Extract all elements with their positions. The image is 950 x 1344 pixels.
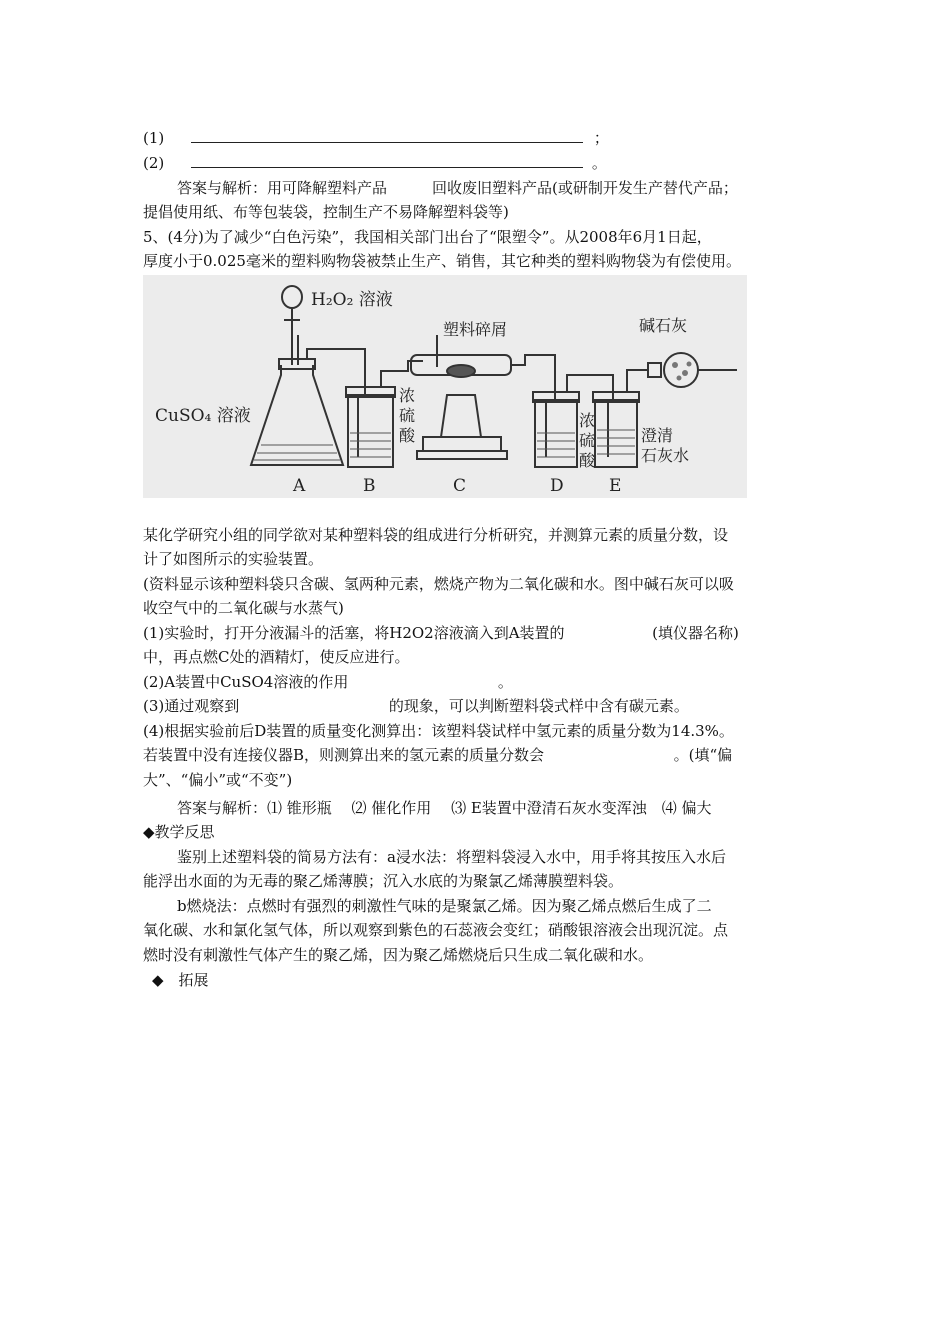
label-limewater-1: 澄清 [641,426,674,445]
reflection-line-3: b燃烧法：点燃时有强烈的刺激性气味的是聚氯乙烯。因为聚乙烯点燃后生成了二 [177,897,712,915]
label-plastic: 塑料碎屑 [443,320,508,339]
sub-question-4-line-2 [143,744,732,766]
alcohol-lamp [441,395,481,437]
question-line-2 [143,152,607,174]
funnel-bulb [282,286,302,308]
sub-question-4-tail: 。(填“偏 [673,746,733,764]
body-p2-line-2: 收空气中的二氧化碳与水蒸气) [143,599,344,617]
sub-question-3 [143,695,689,717]
answer-blank[interactable] [191,167,583,168]
letter-d: D [550,476,564,496]
section-reflection-heading: ◆教学反思 [143,823,215,841]
sub-question-2 [143,671,513,693]
label-h2o2: H₂O₂ 溶液 [311,290,393,310]
label-acid-b-1: 浓 [399,386,416,405]
conical-flask-a [251,365,343,465]
question-line-1 [143,127,609,149]
answer-1-line-2: 提倡使用纸、布等包装袋，控制生产不易降解塑料袋等) [143,203,509,221]
sub-question-4-line-3: 大”、“偏小”或“不变”) [143,771,293,789]
line-end-punct: 。 [591,154,607,172]
label-acid-b-2: 硫 [399,406,416,425]
line-number: (1) [143,129,165,147]
reflection-line-5: 燃时没有刺激性气体产生的聚乙烯，因为聚乙烯燃烧后只生成二氧化碳和水。 [143,946,654,964]
sub-question-3-tail: 的现象，可以判断塑料袋式样中含有碳元素。 [388,697,689,715]
line-end-punct: ； [593,129,609,147]
answer-5: 答案与解析：⑴ 锥形瓶 ⑵ 催化作用 ⑶ E装置中澄清石灰水变浑浊 ⑷ 偏大 [177,799,712,817]
label-acid-d-1: 浓 [579,411,596,430]
question-5-line-2: 厚度小于0.025毫米的塑料购物袋被禁止生产、销售，其它种类的塑料购物袋为有偿使用。 [143,252,741,270]
label-acid-b-3: 酸 [399,426,416,445]
letter-c: C [453,476,467,496]
sub-question-2-tail: 。 [497,673,513,691]
answer-1-line-1: 答案与解析：用可降解塑料产品 回收废旧塑料产品(或研制开发生产替代产品； [177,179,738,197]
line-number: (2) [143,154,165,172]
sub-question-3-text: (3)通过观察到 [143,697,240,715]
sub-question-4-line-1: (4)根据实验前后D装置的质量变化测算出：该塑料袋试样中氢元素的质量分数为14.3%。 [143,722,734,740]
drying-tube [664,353,698,387]
reflection-line-1: 鉴别上述塑料袋的简易方法有：a浸水法：将塑料袋浸入水中，用手将其按压入水后 [177,848,726,866]
body-p1-line-2: 计了如图所示的实验装置。 [143,550,324,568]
apparatus-figure [143,275,747,498]
label-cuso4: CuSO₄ 溶液 [155,406,251,426]
section-extension-heading: ◆ 拓展 [152,971,209,989]
answer-blank[interactable] [191,142,583,143]
reflection-line-4: 氧化碳、水和氯化氢气体，所以观察到紫色的石蕊液会变红；硝酸银溶液会出现沉淀。点 [143,921,729,939]
letter-a: A [293,476,306,496]
sub-question-1-line-1 [143,622,739,644]
sub-question-1-text: (1)实验时，打开分液漏斗的活塞，将H2O2溶液滴入到A装置的 [143,624,565,642]
letter-e: E [609,476,622,496]
body-p1-line-1: 某化学研究小组的同学欲对某种塑料袋的组成进行分析研究，并测算元素的质量分数，设 [143,526,729,544]
apparatus-diagram [143,275,747,498]
letter-b: B [363,476,376,496]
label-limewater-2: 石灰水 [641,446,690,465]
sub-question-2-text: (2)A装置中CuSO4溶液的作用 [143,673,349,691]
question-5-line-1: 5、(4分)为了减少“白色污染”，我国相关部门出台了“限塑令”。从2008年6月1日起， [143,228,712,246]
reflection-line-2: 能浮出水面的为无毒的聚乙烯薄膜；沉入水底的为聚氯乙烯薄膜塑料袋。 [143,872,624,890]
body-p2-line-1: (资料显示该种塑料袋只含碳、氢两种元素，燃烧产物为二氧化碳和水。图中碱石灰可以吸 [143,575,734,593]
label-acid-d-3: 酸 [579,451,596,470]
bottle-b [348,395,393,467]
label-soda-lime: 碱石灰 [639,316,688,335]
sub-question-1-tail: (填仪器名称) [652,624,739,642]
bottle-e [595,400,637,467]
sub-question-1-line-2: 中，再点燃C处的酒精灯，使反应进行。 [143,648,410,666]
label-acid-d-2: 硫 [579,431,596,450]
sub-question-4-text: 若装置中没有连接仪器B，则测算出来的氢元素的质量分数会 [143,746,545,764]
